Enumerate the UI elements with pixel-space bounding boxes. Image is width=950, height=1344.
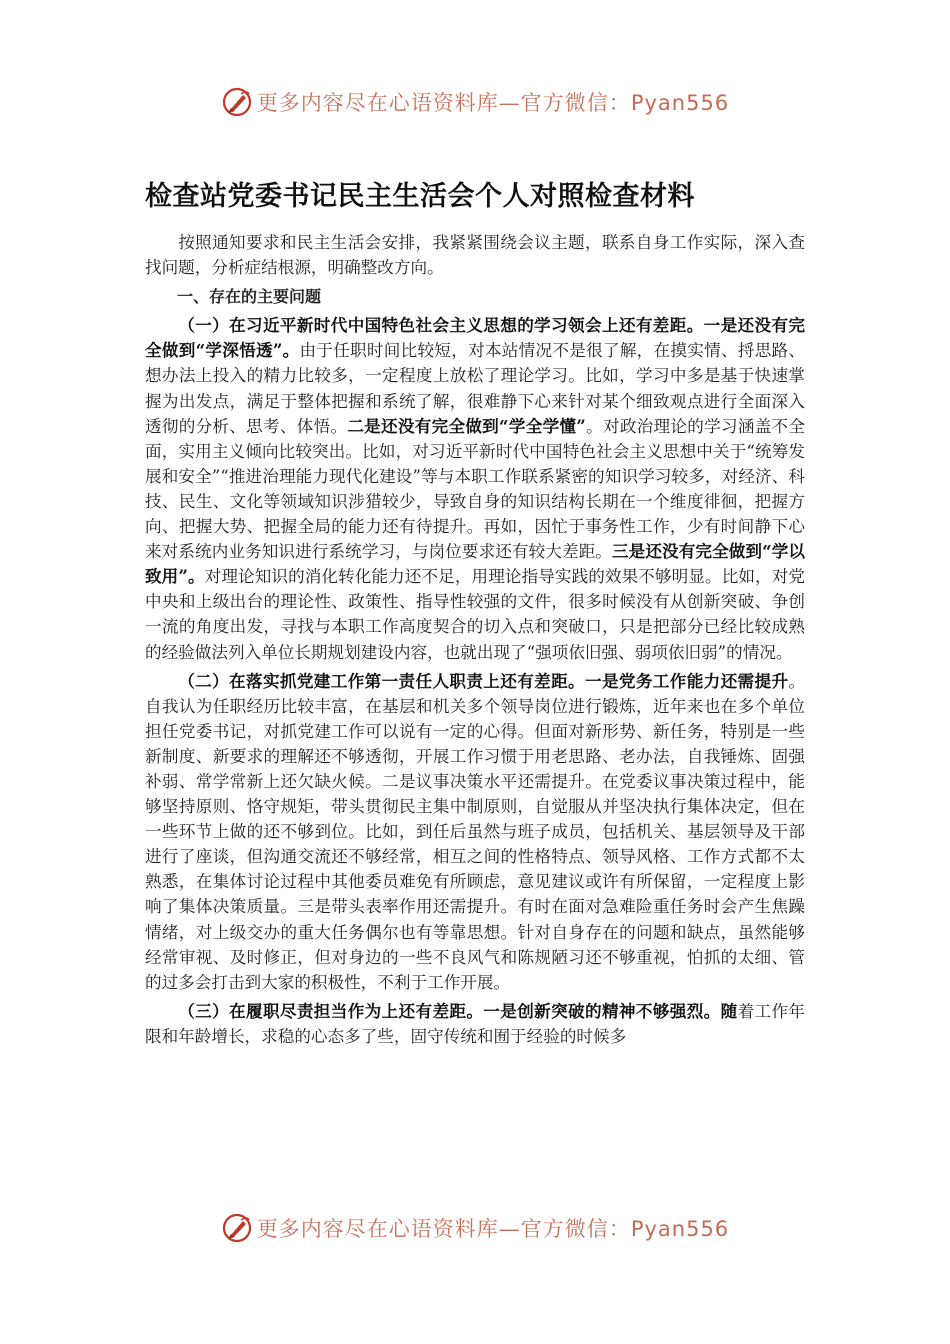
paragraph-1-text-2: 。对政治理论的学习涵盖不全面，实用主义倾向比较突出。比如，对习近平新时代中国特色社会主义思想中关于“统筹发展和安全”“推进治理能力现代化建设”等与本职工作联系紧密的知识学习较多，对经济、科技、民生、文化等领域知识涉猎较少，导致自身的知识结构长期在一个维度徘徊，把握方向、把握大势、把握全局的能力还有待提升。再如，因忙于事务性工作，少有时间静下心来对系统内业务知识进行系统学习，与岗位要求还有较大差距。 xyxy=(145,416,806,562)
paragraph-2-text-1: 。自我认为任职经历比较丰富，在基层和机关多个领导岗位进行锻炼，近年来也在多个单位担任党委书记，对抓党建工作可以说有一定的心得。但面对新形势、新任务，特别是一些新制度、新要求的理解还不够透彻，开展工作习惯于用老思路、老办法，自我锤炼、固强补弱、常学常新上还欠缺火候。二是议事决策水平还需提升。在党委议事决策过程中，能够坚持原则、恪守规矩，带头贯彻民主集中制原则，自觉服从并坚决执行集体决定，但在一些环节上做的还不够到位。比如，到任后虽然与班子成员，包括机关、基层领导及干部进行了座谈，但沟通交流还不够经常，相互之间的性格特点、领导风格、工作方式都不太熟悉，在集体讨论过程中其他委员难免有所顾虑，意见建议或许有所保留，一定程度上影响了集体决策质量。三是带头表率作用还需提升。有时在面对急难险重任务时会产生焦躁情绪，对上级交办的重大任务偶尔也有等靠思想。针对自身存在的问题和缺点，虽然能够经常审视、及时修正，但对身边的一些不良风气和陈规陋习还不够重视，怕抓的太细、管的过多会打击到大家的积极性，不利于工作开展。 xyxy=(145,671,805,992)
paragraph-1-lead-3: 三是还没有完全做到“学以致用”。 xyxy=(145,541,806,587)
paragraph-1-text-1: 由于任职时间比较短，对本站情况不是很了解，在摸实情、捋思路、想办法上投入的精力比较多，一定程度上放松了理论学习。比如，学习中多是基于快速掌握为出发点，满足于整体把握和系统了解，很难静下心来针对某个细致观点进行全面深入透彻的分析、思考、体悟。 xyxy=(145,341,806,436)
paragraph-2-heading: （二）在落实抓党建工作第一责任人职责上还有差距。 xyxy=(178,670,585,691)
watermark-banner-top xyxy=(0,82,950,122)
paragraph-3-text-1: 着工作年限和年龄增长，求稳的心态多了些，固守传统和囿于经验的时候多 xyxy=(145,1001,806,1046)
intro-paragraph: 按照通知要求和民主生活会安排，我紧紧围绕会议主题，联系自身工作实际，深入查找问题，分析症结根源，明确整改方向。 xyxy=(145,233,805,278)
paragraph-1-text-3: 对理论知识的消化转化能力还不足，用理论指导实践的效果不够明显。比如，对党中央和上级出台的理论性、政策性、指导性较强的文件，很多时候没有从创新突破、争创一流的角度出发，寻找与本职工作高度契合的切入点和突破口，只是把部分已经比较成熟的经验做法列入单位长期规划建设内容，也就出现了“强项依旧强、弱项依旧弱”的情况。 xyxy=(145,567,806,662)
paragraph-1-lead-1: 一是还没有完全做到“学深悟透”。 xyxy=(145,315,806,361)
paragraph-1 xyxy=(145,313,805,664)
paragraph-1-lead-2: 二是还没有完全做到“学全学懂” xyxy=(347,415,586,436)
pen-nib-logo-icon xyxy=(221,1212,253,1244)
watermark-text: 更多内容尽在心语资料库—官方微信：Pyan556 xyxy=(256,91,730,115)
section-heading: 一、存在的主要问题 xyxy=(177,287,322,307)
document-title: 检查站党委书记民主生活会个人对照检查材料 xyxy=(145,181,695,212)
paragraph-2-lead-1: 一是党务工作能力还需提升 xyxy=(585,670,789,691)
paragraph-3-lead-1: 一是创新突破的精神不够强烈。随 xyxy=(483,1000,738,1021)
document-body xyxy=(145,230,805,1053)
watermark-text: 更多内容尽在心语资料库—官方微信：Pyan556 xyxy=(256,1217,730,1241)
watermark-banner-bottom xyxy=(0,1208,950,1248)
paragraph-3 xyxy=(145,999,805,1049)
paragraph-2 xyxy=(145,669,805,995)
pen-nib-logo-icon xyxy=(221,86,253,118)
paragraph-1-heading: （一）在习近平新时代中国特色社会主义思想的学习领会上还有差距。 xyxy=(178,315,704,336)
paragraph-3-heading: （三）在履职尽责担当作为上还有差距。 xyxy=(178,1000,484,1021)
